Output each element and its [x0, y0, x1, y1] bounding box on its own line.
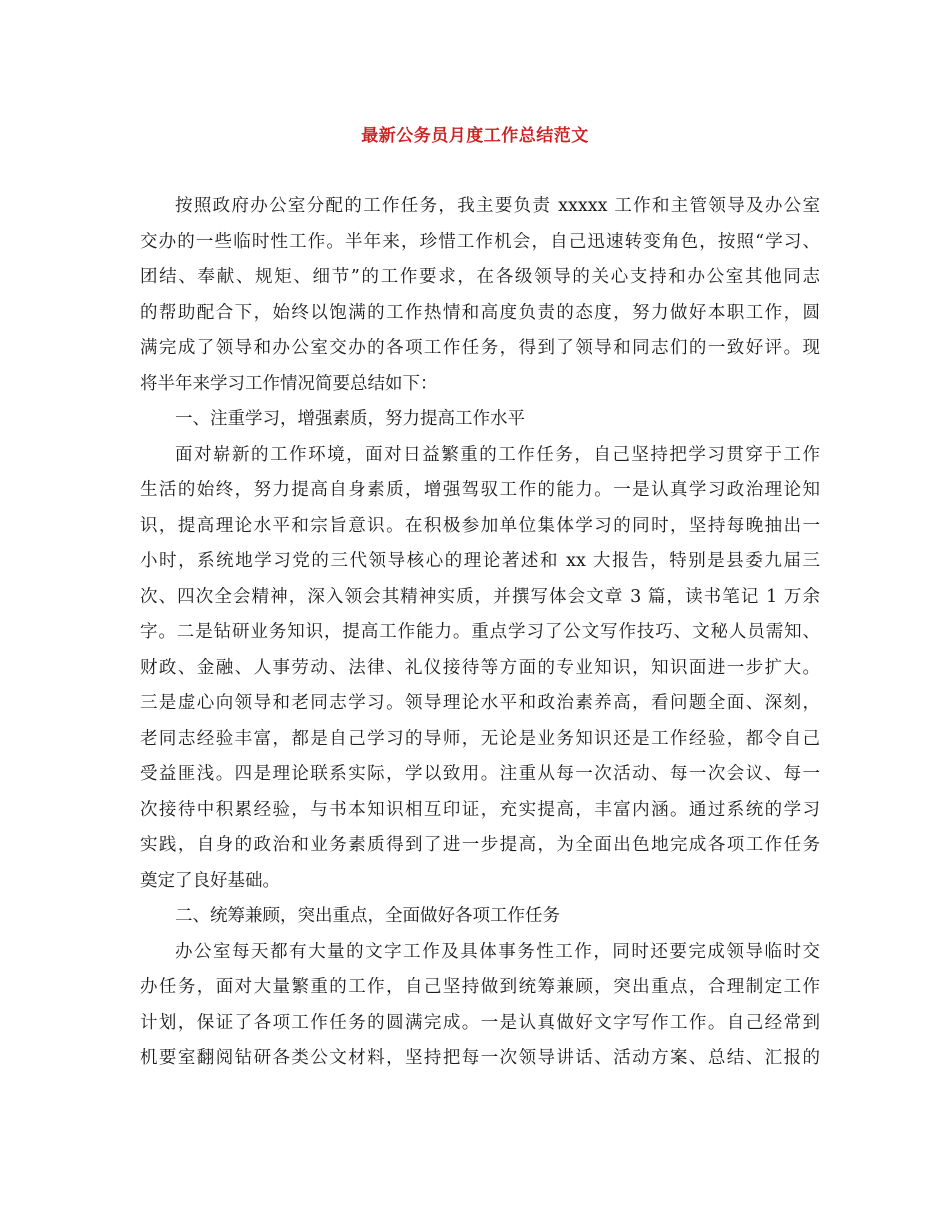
text-line: 奠定了良好基础。 — [140, 870, 280, 891]
text-line: 老同志经验丰富，都是自己学习的导师，无论是业务知识还是工作经验，都令自己 — [140, 728, 820, 749]
text-line: 字。二是钻研业务知识，提高工作能力。重点学习了公文写作技巧、文秘人员需知、 — [140, 622, 820, 642]
text-line: 将半年来学习工作情况简要总结如下： — [140, 373, 438, 394]
text-line: 一、注重学习，增强素质，努力提高工作水平 — [175, 409, 525, 429]
text-line: 二、统筹兼顾，突出重点，全面做好各项工作任务 — [175, 906, 560, 926]
document-title: 最新公务员月度工作总结范文 — [361, 126, 589, 146]
text-line: 计划，保证了各项工作任务的圆满完成。一是认真做好文字写作工作。自己经常到 — [140, 1012, 820, 1033]
text-line: 生活的始终，努力提高自身素质，增强驾驭工作的能力。一是认真学习政治理论知 — [140, 480, 820, 500]
text-line: 实践，自身的政治和业务素质得到了进一步提高，为全面出色地完成各项工作任务 — [140, 835, 820, 855]
text-line: 办公室每天都有大量的文字工作及具体事务性工作，同时还要完成领导临时交 — [175, 941, 820, 962]
text-line: 的帮助配合下，始终以饱满的工作热情和高度负责的态度，努力做好本职工作，圆 — [140, 302, 820, 323]
text-line: 团结、奉献、规矩、细节”的工作要求，在各级领导的关心支持和办公室其他同志 — [140, 267, 820, 287]
document-body — [140, 189, 820, 1077]
text-line: 识，提高理论水平和宗旨意识。在积极参加单位集体学习的同时，坚持每晚抽出一 — [140, 515, 820, 536]
text-line: 按照政府办公室分配的工作任务，我主要负责 xxxxx 工作和主管领导及办公室 — [175, 196, 820, 216]
text-line: 财政、金融、人事劳动、法律、礼仪接待等方面的专业知识，知识面进一步扩大。 — [140, 657, 820, 678]
text-line: 次接待中积累经验，与书本知识相互印证，充实提高，丰富内涵。通过系统的学习 — [140, 799, 820, 820]
text-line: 办任务，面对大量繁重的工作，自己坚持做到统筹兼顾，突出重点，合理制定工作 — [140, 977, 820, 997]
text-line: 受益匪浅。四是理论联系实际，学以致用。注重从每一次活动、每一次会议、每一 — [140, 764, 820, 784]
text-line: 交办的一些临时性工作。半年来，珍惜工作机会，自己迅速转变角色，按照“学习、 — [140, 231, 820, 252]
text-line: 小时，系统地学习党的三代领导核心的理论著述和 xx 大报告，特别是县委九届三 — [140, 551, 820, 571]
text-line: 次、四次全会精神，深入领会其精神实质，并撰写体会文章 3 篇，读书笔记 1 万余 — [140, 586, 820, 607]
text-line: 机要室翻阅钻研各类公文材料，坚持把每一次领导讲话、活动方案、总结、汇报的 — [140, 1048, 820, 1068]
text-line: 三是虚心向领导和老同志学习。领导理论水平和政治素养高，看问题全面、深刻， — [140, 693, 820, 713]
text-line: 面对崭新的工作环境，面对日益繁重的工作任务，自己坚持把学习贯穿于工作 — [175, 444, 820, 465]
text-line: 满完成了领导和办公室交办的各项工作任务，得到了领导和同志们的一致好评。现 — [140, 338, 820, 358]
